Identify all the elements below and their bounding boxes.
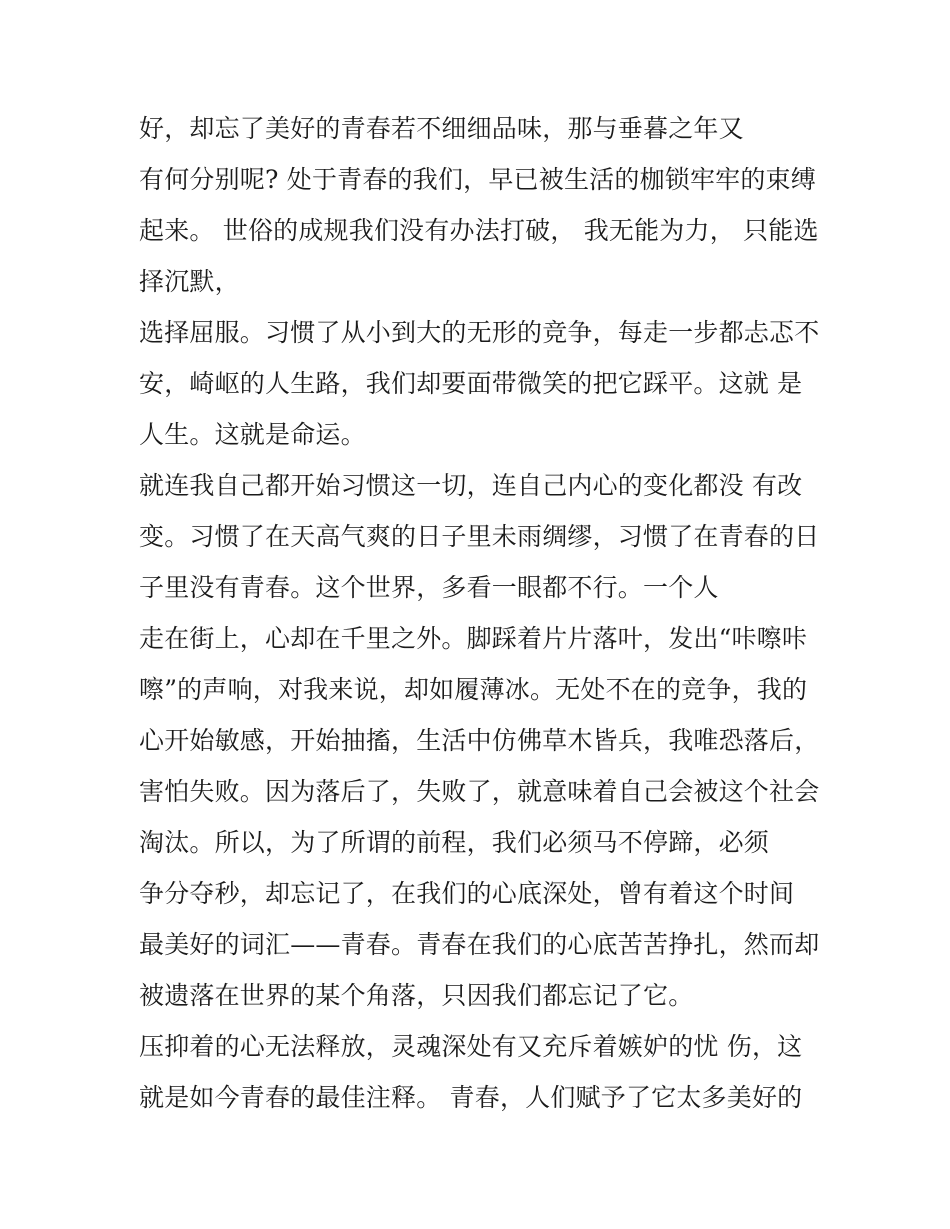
text-line: 走在街上，心却在千里之外。脚踩着片片落叶，发出“咔嚓咔 (139, 624, 808, 653)
text-line: 子里没有青春。这个世界，多看一眼都不行。一个人 (139, 573, 719, 602)
text-line: 压抑着的心无法释放，灵魂深处有又充斥着嫉妒的忧 伤，这 (139, 1032, 803, 1061)
text-line: 害怕失败。因为落后了，失败了，就意味着自己会被这个社会 (139, 777, 820, 806)
text-line: 被遗落在世界的某个角落，只因我们都忘记了它。 (139, 981, 694, 1010)
text-line: 嚓”的声响，对我来说，却如履薄冰。无处不在的竞争，我的 (139, 675, 808, 704)
text-line: 就是如今青春的最佳注释。 青春，人们赋予了它太多美好的 (139, 1083, 803, 1112)
text-line: 争分夺秒，却忘记了，在我们的心底深处，曾有着这个时间 (139, 879, 795, 908)
text-line: 择沉默， (139, 267, 240, 296)
text-line: 人生。这就是命运。 (139, 420, 366, 449)
text-line: 有何分别呢? 处于青春的我们，早已被生活的枷锁牢牢的束缚 (139, 165, 816, 194)
text-line: 最美好的词汇——青春。青春在我们的心底苦苦挣扎，然而却 (139, 930, 820, 959)
text-line: 选择屈服。习惯了从小到大的无形的竞争，每走一步都忐忑不 (139, 318, 820, 347)
text-line: 起来。 世俗的成规我们没有办法打破， 我无能为力， 只能选 (139, 216, 819, 245)
text-line: 安，崎岖的人生路，我们却要面带微笑的把它踩平。这就 是 (139, 369, 803, 398)
text-line: 心开始敏感，开始抽搐，生活中仿佛草木皆兵，我唯恐落后， (139, 726, 820, 755)
text-line: 淘汰。所以，为了所谓的前程，我们必须马不停蹄，必须 (139, 828, 770, 857)
text-line: 好，却忘了美好的青春若不细细品味，那与垂暮之年又 (139, 114, 744, 143)
text-line: 变。习惯了在天高气爽的日子里未雨绸缪，习惯了在青春的日 (139, 522, 820, 551)
text-line: 就连我自己都开始习惯这一切，连自己内心的变化都没 有改 (139, 471, 803, 500)
